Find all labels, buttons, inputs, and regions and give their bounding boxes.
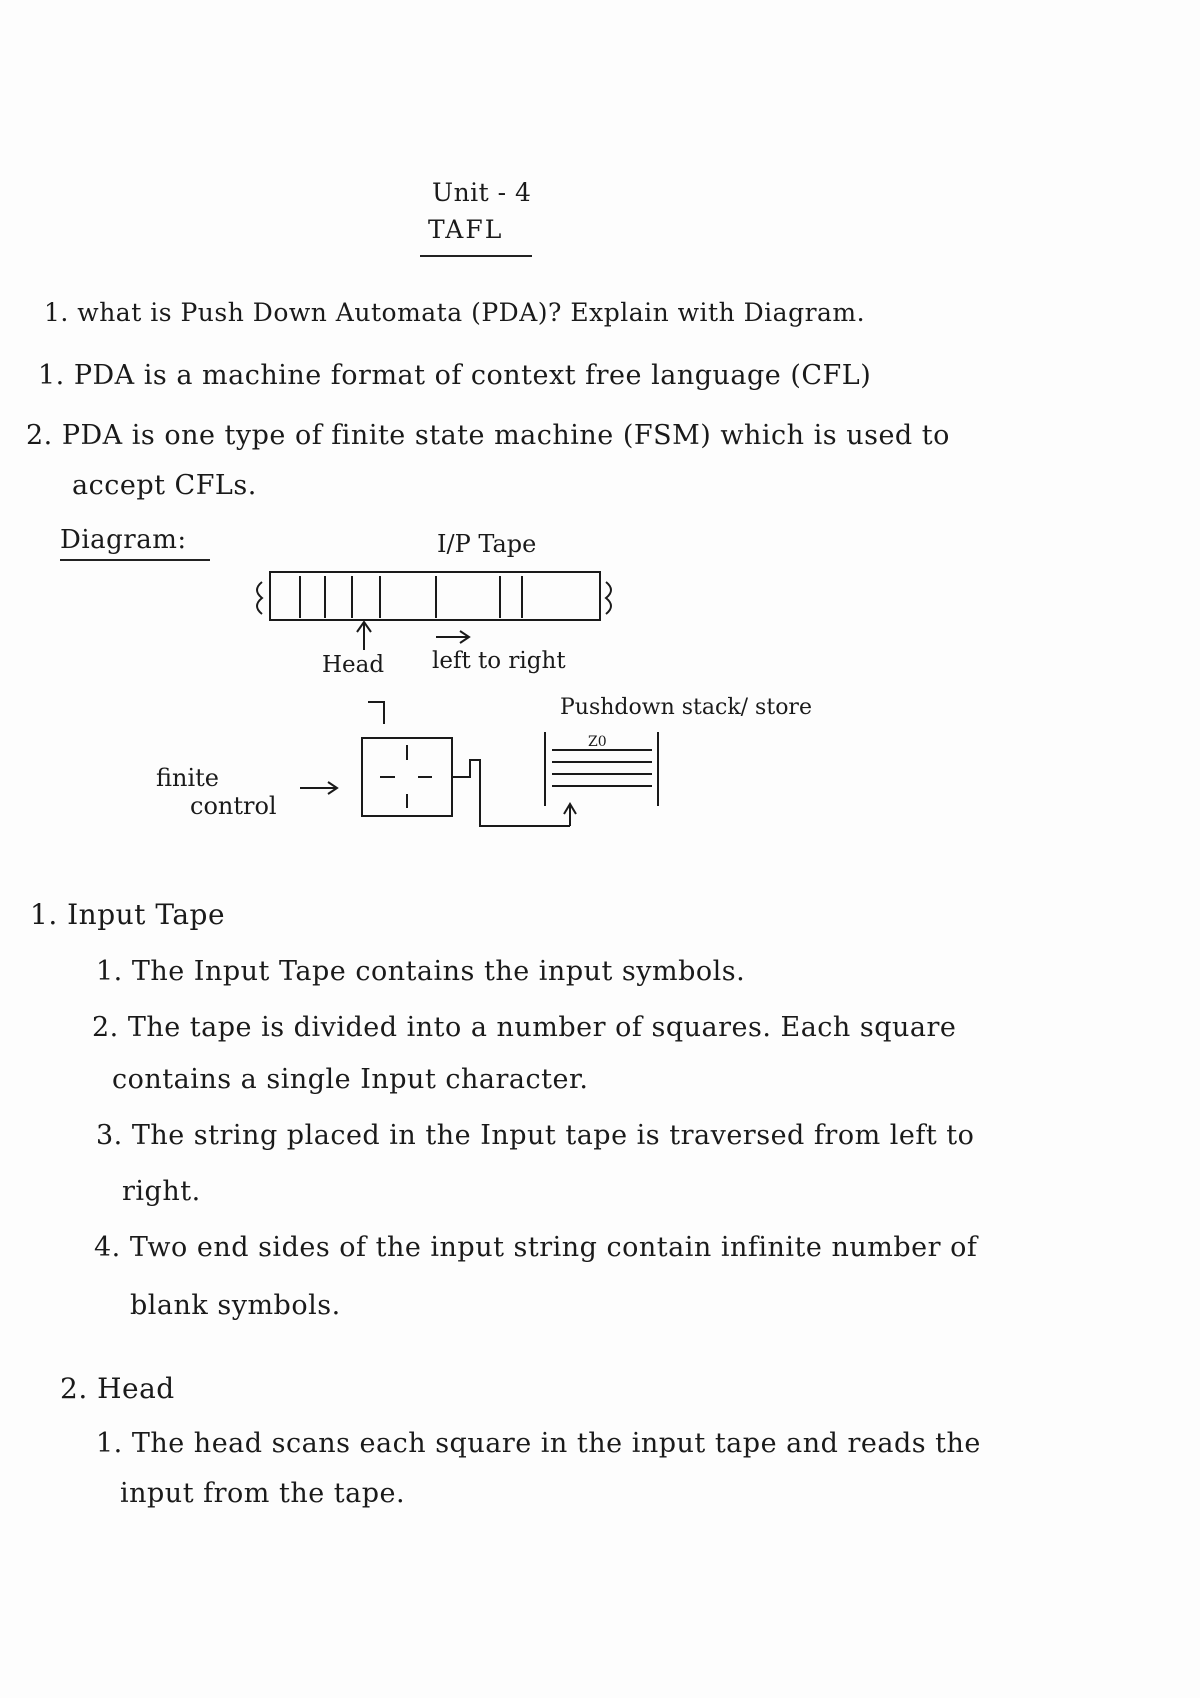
input-tape-item-3-line-1: 3. The string placed in the Input tape is traversed from left to — [96, 1120, 975, 1151]
input-tape-item-4-line-1: 4. Two end sides of the input string contain infinite number of — [94, 1232, 978, 1263]
stack-label: Pushdown stack/ store — [560, 695, 812, 720]
point-1: 1. PDA is a machine format of context free language (CFL) — [38, 360, 872, 391]
tape-label: I/P Tape — [437, 530, 537, 558]
stack-top-symbol: Z0 — [588, 734, 607, 750]
input-tape-item-1: 1. The Input Tape contains the input symbols. — [96, 956, 746, 987]
direction-arrow — [436, 631, 469, 643]
input-tape-item-3-line-2: right. — [122, 1176, 201, 1207]
question-text: 1. what is Push Down Automata (PDA)? Explain with Diagram. — [44, 298, 866, 327]
control-label-1: finite — [156, 764, 219, 792]
input-tape-item-2-line-1: 2. The tape is divided into a number of squares. Each square — [92, 1012, 957, 1043]
tape-left-brace — [257, 582, 262, 614]
finite-control-box — [362, 738, 452, 816]
head-control-connector — [368, 702, 384, 724]
input-tape — [257, 572, 611, 620]
head-arrow — [357, 622, 371, 650]
stack-push-arrow — [564, 804, 576, 826]
point-2-line-1: 2. PDA is one type of finite state machine (FSM) which is used to — [26, 420, 950, 451]
input-tape-item-4-line-2: blank symbols. — [130, 1290, 341, 1321]
control-label-2: control — [190, 792, 277, 820]
direction-label: left to right — [432, 648, 566, 674]
input-tape-item-2-line-2: contains a single Input character. — [112, 1064, 589, 1095]
section-head-heading: 2. Head — [60, 1372, 175, 1405]
section-input-tape-heading: 1. Input Tape — [30, 898, 226, 931]
tape-right-brace — [606, 582, 611, 614]
subject-title: TAFL — [428, 215, 504, 244]
head-item-1-line-2: input from the tape. — [120, 1478, 406, 1509]
control-pointer-arrow — [300, 782, 337, 794]
point-2-line-2: accept CFLs. — [72, 470, 257, 501]
head-label: Head — [322, 652, 385, 678]
unit-title: Unit - 4 — [432, 178, 532, 207]
diagram-heading: Diagram: — [60, 525, 187, 555]
control-stack-connector — [452, 760, 570, 826]
head-item-1-line-1: 1. The head scans each square in the input tape and reads the — [96, 1428, 981, 1459]
